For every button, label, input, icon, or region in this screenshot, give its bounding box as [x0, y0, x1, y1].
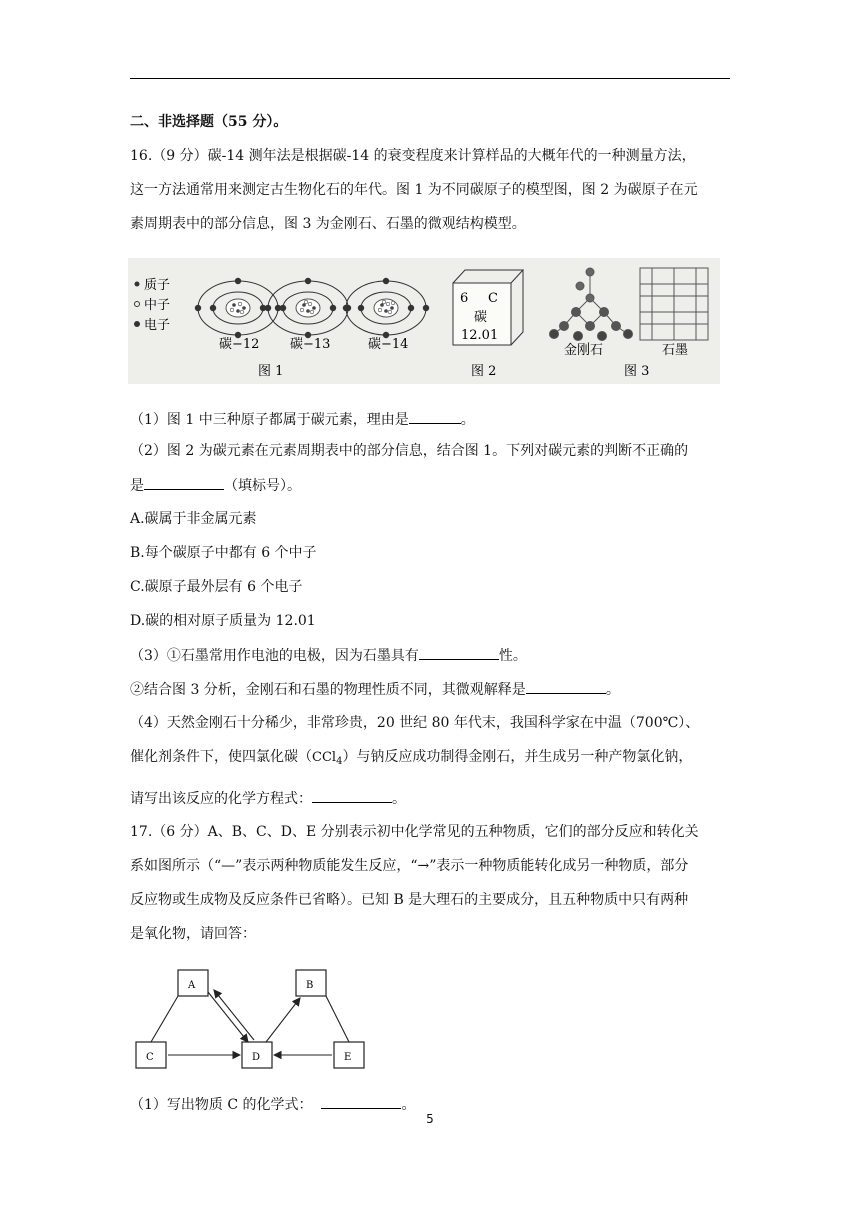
q16-intro-1: 16.（9 分）碳-14 测年法是根据碳-14 的衰变程度来计算样品的大概年代的一种测量方法，	[130, 148, 696, 164]
q17-p1-start: （1）写出物质 C 的化学式：	[130, 1097, 313, 1113]
answer-blank[interactable]	[409, 409, 461, 424]
q16-p4-b-end: ）与钠反应成功制得金刚石，并生成另一种产物氯化钠，	[342, 749, 693, 765]
q16-p3-b-start: ②结合图 3 分析，金刚石和石墨的物理性质不同，其微观解释是	[130, 682, 526, 698]
edge-d-b	[266, 998, 300, 1042]
q17-intro-1: 17.（6 分）A、B、C、D、E 分别表示初中化学常见的五种物质，它们的部分反应和转化关	[130, 824, 699, 840]
legend-neutron: 中子	[144, 298, 171, 313]
option-c: C.碳原子最外层有 6 个电子	[130, 579, 303, 595]
q16-p2-b-start: 是	[130, 478, 144, 494]
node-b: B	[306, 980, 314, 991]
q16-p3-a-start: （3）①石墨常用作电池的电极，因为石墨具有	[130, 648, 419, 664]
element-mass: 12.01	[461, 328, 499, 343]
q16-p1-text: （1）图 1 中三种原子都属于碳元素，理由是	[130, 412, 409, 428]
atom-carbon-14-label: 碳−14	[368, 337, 409, 352]
fig2-caption: 图 2	[471, 364, 497, 379]
q16-p4-c-end: 。	[392, 791, 406, 807]
header-rule	[130, 78, 730, 79]
q17-diagram	[128, 960, 368, 1078]
option-b: B.每个碳原子中都有 6 个中子	[130, 545, 317, 561]
answer-blank[interactable]	[419, 645, 499, 660]
q17-intro-2: 系如图所示（“—”表示两种物质能发生反应，“→”表示一种物质能转化成另一种物质，部分	[130, 858, 689, 874]
legend-proton: 质子	[144, 278, 171, 293]
q16-p3-a-end: 性。	[498, 648, 527, 664]
answer-blank[interactable]	[526, 679, 606, 694]
graphite-label: 石墨	[662, 343, 689, 358]
q16-intro-3: 素周期表中的部分信息，图 3 为金刚石、石墨的微观结构模型。	[130, 216, 526, 232]
q16-p2-b	[130, 475, 735, 496]
element-name: 碳	[474, 310, 488, 325]
q16-intro-2: 这一方法通常用来测定古生物化石的年代。图 1 为不同碳原子的模型图，图 2 为碳原子在元	[130, 182, 698, 198]
q16-p3-b	[130, 679, 735, 700]
graphite-structure	[640, 268, 708, 340]
q16-p3-b-end: 。	[605, 682, 620, 698]
option-d: D.碳的相对原子质量为 12.01	[130, 613, 316, 629]
q17-diagram-svg	[128, 960, 368, 1078]
edge-a-d	[208, 992, 248, 1042]
q17-intro-4: 是氧化物，请回答：	[130, 926, 256, 942]
q16-p1	[130, 409, 735, 430]
node-d: D	[252, 1052, 261, 1063]
element-number: 6	[460, 291, 469, 306]
fig3-caption: 图 3	[624, 364, 650, 379]
q16-p2-a: （2）图 2 为碳元素在元素周期表中的部分信息，结合图 1。下列对碳元素的判断不正确的	[130, 443, 689, 459]
node-a: A	[188, 980, 196, 991]
q16-p4-c-start: 请写出该反应的化学方程式：	[130, 791, 312, 807]
section-title: 二、非选择题（55 分）。	[130, 114, 288, 130]
formula-subscript: 4	[336, 756, 343, 767]
answer-blank[interactable]	[144, 475, 224, 490]
diamond-label: 金刚石	[564, 343, 604, 358]
q16-p4-b-start: 催化剂条件下，使四氯化碳（	[130, 749, 312, 765]
atom-carbon-14	[343, 278, 429, 338]
q17-p1-end: 。	[401, 1097, 416, 1113]
legend-electron: 电子	[144, 318, 171, 333]
formula-text: CCl	[312, 750, 337, 765]
edge-a-c	[151, 996, 178, 1042]
page-number: 5	[426, 1112, 434, 1126]
diamond-structure	[550, 268, 633, 341]
q16-p4-a: （4）天然金刚石十分稀少，非常珍贵，20 世纪 80 年代末，我国科学家在中温（700℃）、	[130, 715, 700, 731]
atom-carbon-12-label: 碳−12	[219, 337, 260, 352]
option-a: A.碳属于非金属元素	[130, 511, 257, 527]
q16-p3-a	[130, 645, 735, 666]
element-symbol: C	[488, 291, 498, 306]
fig1-caption: 图 1	[258, 364, 284, 379]
q16-p1-end: 。	[460, 412, 475, 428]
q16-figure-svg	[128, 258, 720, 384]
q16-p4-c	[130, 788, 735, 809]
edge-b-e	[326, 996, 349, 1042]
answer-blank[interactable]	[321, 1094, 401, 1109]
q16-p2-b-end: （填标号）。	[224, 478, 301, 494]
q16-figure	[128, 258, 720, 384]
atom-carbon-13-label: 碳−13	[290, 337, 331, 352]
q16-p4-b	[130, 747, 735, 772]
q17-intro-3: 反应物或生成物及反应条件已省略）。已知 B 是大理石的主要成分，且五种物质中只有两种	[130, 892, 689, 908]
formula-ccl4	[312, 750, 342, 765]
answer-blank[interactable]	[312, 788, 392, 803]
node-e: E	[344, 1052, 352, 1063]
edge-d-a	[214, 990, 254, 1040]
node-c: C	[146, 1052, 154, 1063]
